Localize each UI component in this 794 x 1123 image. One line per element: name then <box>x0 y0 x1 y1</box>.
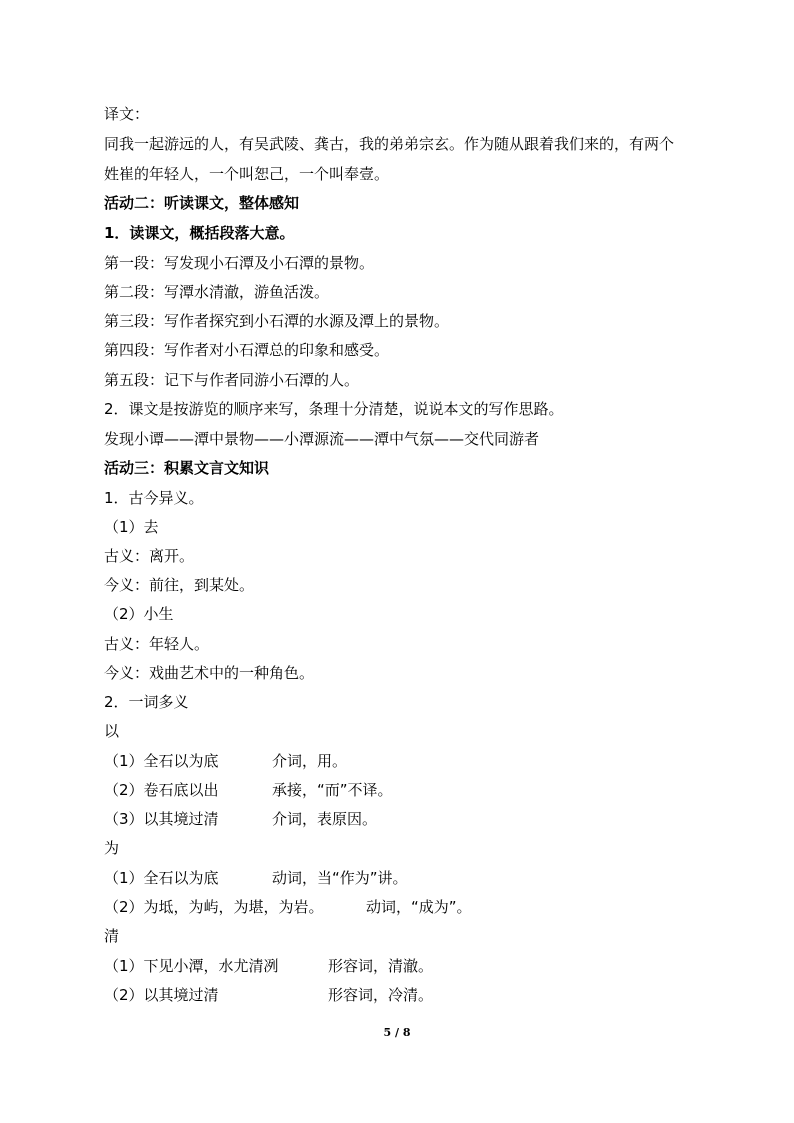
gujin-xiaosheng-old-meaning: 古义：年轻人。 <box>104 635 210 653</box>
paragraph-summary-2: 第二段：写潭水清澈，游鱼活泼。 <box>104 283 330 301</box>
yi-example-sentence: （1）全石以为底 <box>104 752 219 770</box>
wei-example-meaning: 动词，“成为”。 <box>366 898 472 916</box>
activity3-heading: 活动三：积累文言文知识 <box>104 459 270 477</box>
gujin-yiyi-heading: 1．古今异义。 <box>104 489 204 507</box>
paragraph-summary-3: 第三段：写作者探究到小石潭的水源及潭上的景物。 <box>104 312 450 330</box>
word-wei: 为 <box>104 839 120 857</box>
yi-example-meaning: 介词，表原因。 <box>272 810 378 828</box>
activity2-question-1: 1．读课文，概括段落大意。 <box>104 224 295 242</box>
paragraph-summary-5: 第五段：记下与作者同游小石潭的人。 <box>104 371 360 389</box>
translation-paragraph-line-2: 姓崔的年轻人，一个叫恕己，一个叫奉壹。 <box>104 165 390 183</box>
page-number: 5 / 8 <box>383 1026 411 1039</box>
qing-example-sentence: （2）以其境过清 <box>104 986 219 1004</box>
qing-example-meaning: 形容词，清澈。 <box>328 957 434 975</box>
word-yi: 以 <box>104 722 120 740</box>
gujin-item-xiaosheng: （2）小生 <box>104 605 174 623</box>
writing-route: 发现小谭——潭中景物——小潭源流——潭中气氛——交代同游者 <box>104 430 540 448</box>
gujin-xiaosheng-new-meaning: 今义：戏曲艺术中的一种角色。 <box>104 664 315 682</box>
qing-example-meaning: 形容词，冷清。 <box>328 986 434 1004</box>
qing-example-sentence: （1）下见小潭，水尤清冽 <box>104 957 279 975</box>
yi-example-sentence: （3）以其境过清 <box>104 810 219 828</box>
yi-example-meaning: 承接，“而”不译。 <box>272 781 393 799</box>
translation-label: 译文： <box>104 105 150 123</box>
wei-example-sentence: （1）全石以为底 <box>104 869 219 887</box>
gujin-qu-old-meaning: 古义：离开。 <box>104 547 195 565</box>
word-qing: 清 <box>104 927 120 945</box>
activity2-heading: 活动二：听读课文，整体感知 <box>104 194 300 212</box>
wei-example-meaning: 动词，当“作为”讲。 <box>272 869 408 887</box>
activity2-question-2: 2．课文是按游览的顺序来写，条理十分清楚，说说本文的写作思路。 <box>104 400 564 418</box>
translation-paragraph-line-1: 同我一起游远的人，有吴武陵、龚古，我的弟弟宗玄。作为随从跟着我们来的，有两个 <box>104 135 675 153</box>
yi-example-meaning: 介词，用。 <box>272 752 348 770</box>
gujin-item-qu: （1）去 <box>104 518 159 536</box>
wei-example-sentence: （2）为坻，为屿，为堪，为岩。 <box>104 898 324 916</box>
paragraph-summary-4: 第四段：写作者对小石潭总的印象和感受。 <box>104 341 390 359</box>
duoyi-heading: 2．一词多义 <box>104 693 189 711</box>
yi-example-sentence: （2）卷石底以出 <box>104 781 219 799</box>
paragraph-summary-1: 第一段：写发现小石潭及小石潭的景物。 <box>104 254 375 272</box>
gujin-qu-new-meaning: 今义：前往，到某处。 <box>104 576 255 594</box>
